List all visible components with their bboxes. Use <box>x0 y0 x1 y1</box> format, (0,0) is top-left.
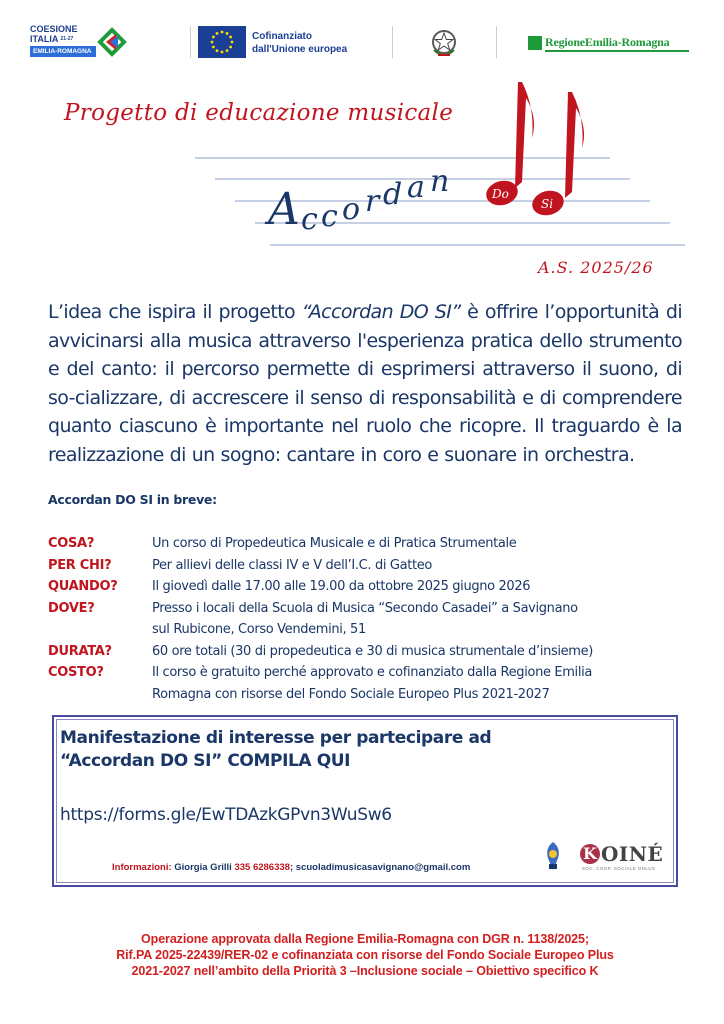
region-name: RegioneEmilia-Romagna <box>545 35 670 49</box>
intro-before: L’idea che ispira il progetto <box>48 301 302 323</box>
koine-letter: K <box>580 844 600 864</box>
eu-line1: Cofinanziato <box>252 31 312 42</box>
logo-letter: o <box>342 192 361 227</box>
project-subtitle: Progetto di educazione musicale <box>64 100 454 126</box>
header-divider <box>496 26 497 58</box>
details-list <box>48 533 688 705</box>
logo-letter: d <box>383 177 403 212</box>
header-divider <box>190 26 191 58</box>
detail-value: Presso i locali della Scuola di Musica “Secondo Casadei” a Savignano sul Rubicone, Corso Vendemini, 51 <box>152 600 578 637</box>
contact-phone: 335 6286338 <box>234 862 290 873</box>
coesione-line2: ITALIA <box>30 34 58 44</box>
detail-value: Il corso è gratuito perché approvato e cofinanziato dalla Regione Emilia Romagna con risorse del Fondo Sociale Europeo Plus 2021-2027 <box>152 665 592 702</box>
eu-flag-icon <box>198 26 246 58</box>
contact-info: Informazioni: Giorgia Grilli 335 6286338; scuoladimusicasavignano@gmail.com <box>112 862 471 873</box>
funding-footer: Operazione approvata dalla Regione Emilia-Romagna con DGR n. 1138/2025; Rif.PA 2025-22439/RER-02 e cofinanziata con risorse del Fondo Sociale Europeo Plus 2021-2027 nell’ambito della Priorità 3 –Inclusione sociale – Obiettivo specifico K <box>116 932 614 978</box>
detail-label: DURATA? <box>48 643 112 659</box>
detail-label: COSA? <box>48 536 95 551</box>
logo-letter: c <box>301 202 318 237</box>
note-do-label: Do <box>492 187 509 201</box>
note-si-label: Si <box>541 197 554 211</box>
detail-value: Per allievi delle classi IV e V dell’I.C. di Gatteo <box>152 557 432 573</box>
eu-cofunded-text <box>252 30 347 56</box>
koine-logo <box>580 842 670 872</box>
logo-letter: n <box>430 164 450 199</box>
detail-label: QUANDO? <box>48 579 118 594</box>
coesione-arrows-icon <box>96 26 128 58</box>
koine-word: OINÉ <box>601 842 664 866</box>
region-underline <box>545 50 689 52</box>
brief-title: Accordan DO SI in breve: <box>48 492 217 507</box>
logo-letter: A <box>268 184 300 235</box>
logo-letter: c <box>321 199 338 234</box>
detail-row <box>48 555 688 577</box>
music-school-logo-icon <box>542 840 564 872</box>
accordan-logo <box>190 78 690 253</box>
intro-paragraph <box>48 298 682 469</box>
coesione-italia-logo <box>30 24 130 60</box>
coesione-line1: COESIONE <box>30 24 78 34</box>
detail-row <box>48 533 688 555</box>
intro-after: è offrire l’opportunità di avvicinarsi alla musica attraverso l'esperienza pratica dello strumento e del canto: il percorso permette di esprimersi attraverso il suono, di so-cializzare, di accrescere il senso di responsabilità e di comprendere quanto ciascuno è importante nel ruolo che ricopre. Il traguardo è la realizzazione di un sogno: cantare in coro e suonare in orchestra. <box>48 301 682 466</box>
regione-emilia-romagna-logo <box>528 34 690 54</box>
eu-line2: dall'Unione europea <box>252 44 348 55</box>
logo-letter: a <box>407 170 425 205</box>
contact-label: Informazioni: <box>112 862 172 873</box>
detail-value: Un corso di Propedeutica Musicale e di Pratica Strumentale <box>152 536 517 551</box>
detail-value: Il giovedì dalle 17.00 alle 19.00 da ottobre 2025 giugno 2026 <box>152 579 531 594</box>
intro-project-name: “Accordan DO SI” <box>301 301 461 323</box>
coesione-years: 21-27 <box>60 36 74 42</box>
signup-title: Manifestazione di interesse per partecipare ad “Accordan DO SI” COMPILA QUI <box>60 728 492 771</box>
italian-republic-emblem-icon <box>428 26 460 60</box>
detail-row <box>48 598 688 641</box>
header-divider <box>392 26 393 58</box>
coesione-region: EMILIA-ROMAGNA <box>30 46 96 57</box>
koine-tagline: SOC. COOP. SOCIALE ONLUS <box>582 866 656 871</box>
signup-form-link[interactable]: https://forms.gle/EwTDAzkGPvn3WuSw6 <box>60 805 392 825</box>
detail-label: DOVE? <box>48 600 95 616</box>
school-year: A.S. 2025/26 <box>538 258 654 277</box>
detail-value: 60 ore totali (30 di propedeutica e 30 di musica strumentale d’insieme) <box>152 643 593 659</box>
detail-row <box>48 662 688 705</box>
region-square-icon <box>528 36 542 50</box>
contact-email[interactable]: scuoladimusicasavignano@gmail.com <box>295 862 471 873</box>
detail-label: COSTO? <box>48 665 104 680</box>
contact-name: Giorgia Grilli <box>174 862 232 873</box>
detail-row <box>48 641 688 663</box>
detail-row <box>48 576 688 598</box>
detail-label: PER CHI? <box>48 557 112 573</box>
logo-letter: r <box>365 184 380 219</box>
